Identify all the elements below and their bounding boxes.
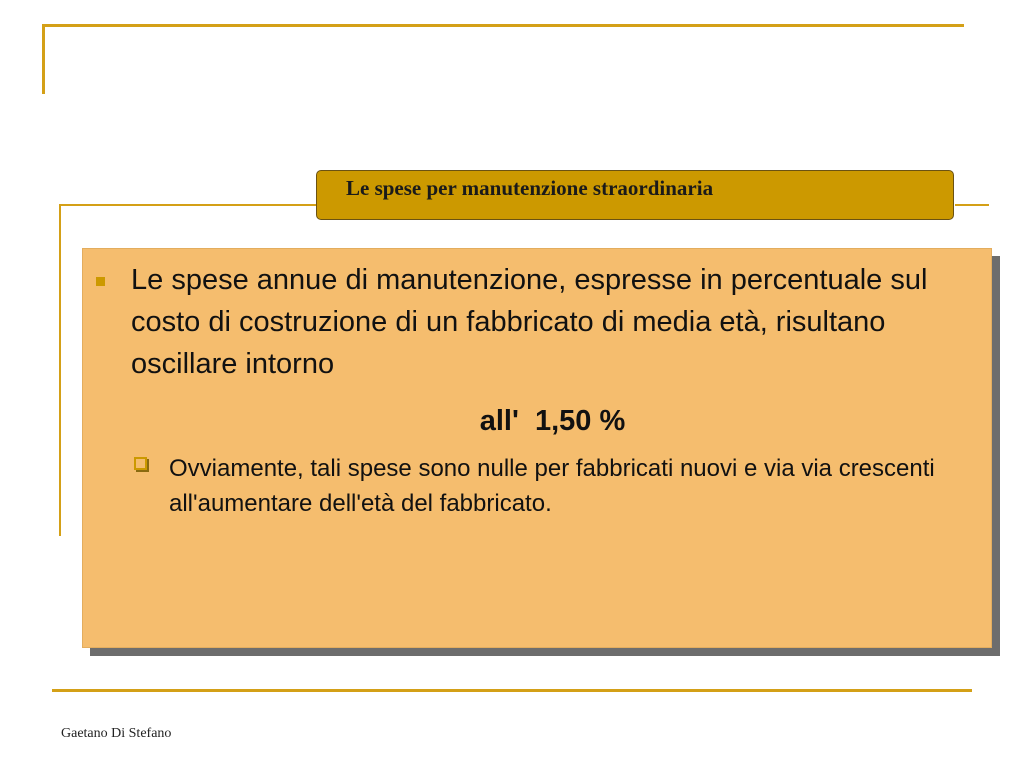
content-vertical-rule <box>59 204 61 536</box>
hollow-square-bullet-icon <box>134 457 147 470</box>
content-box <box>82 248 992 648</box>
top-horizontal-rule <box>42 24 964 27</box>
square-bullet-icon <box>96 277 105 286</box>
main-bullet-text: Le spese annue di manutenzione, espresse in percentuale sul costo di costruzione di un fabbricato di media età, risultano oscillare intorno <box>131 264 928 380</box>
sub-bullet-text: Ovviamente, tali spese sono nulle per fabbricati nuovi e via via crescenti all'aumentare dell'età del fabbricato. <box>169 455 935 517</box>
top-vertical-rule <box>42 24 45 94</box>
footer-rule <box>52 689 972 692</box>
slide-title: Le spese per manutenzione straordinaria <box>346 176 714 200</box>
title-left-rule <box>59 204 317 206</box>
percentage-highlight: all' 1,50 % <box>479 405 626 437</box>
footer-author: Gaetano Di Stefano <box>61 726 172 741</box>
title-right-rule <box>955 204 989 206</box>
slide-title-box <box>316 170 954 220</box>
